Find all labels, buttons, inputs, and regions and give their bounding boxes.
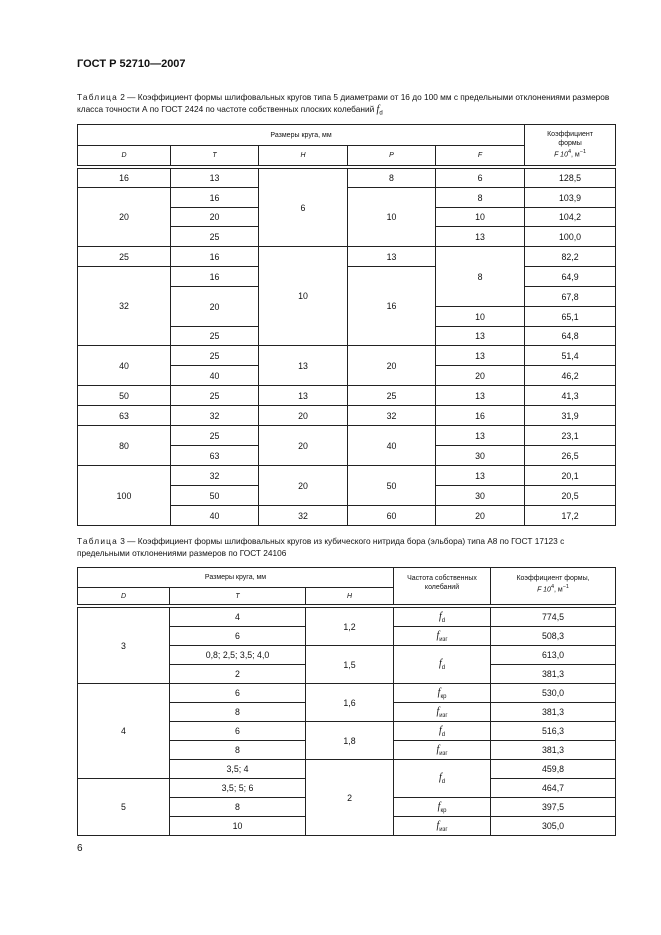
- table-cell: 8: [170, 741, 306, 760]
- table-cell: 459,8: [491, 760, 616, 779]
- table2-col-F: F: [436, 146, 525, 166]
- table-cell: 4: [170, 608, 306, 627]
- freq-sub: кр: [440, 693, 447, 700]
- freq-symbol: f: [438, 610, 442, 622]
- table2-group-header: Размеры круга, мм: [78, 125, 525, 146]
- table-cell: 17,2: [525, 506, 616, 526]
- table-cell: 32: [171, 406, 259, 426]
- table2-coef-unit: , м: [571, 151, 580, 159]
- table-cell: 16: [348, 267, 436, 346]
- table3-coef-exp: 4: [550, 584, 555, 590]
- table2-caption: [77, 91, 617, 120]
- freq-symbol: f: [436, 629, 440, 641]
- table-cell: 16: [171, 267, 259, 287]
- table-cell: 13: [348, 247, 436, 267]
- table-cell: 32: [78, 267, 171, 346]
- table-cell: 25: [171, 346, 259, 366]
- table3-col-H: H: [306, 588, 394, 605]
- table3-group-header: Размеры круга, мм: [78, 568, 394, 588]
- table3-coef-l1: Коэффициент формы,: [516, 575, 590, 582]
- table-cell: 64,8: [525, 327, 616, 346]
- table3: [77, 567, 616, 836]
- freq-symbol: f: [436, 743, 440, 755]
- table-cell: 20: [259, 466, 348, 506]
- table-cell: 20: [436, 366, 525, 386]
- table-cell: 6: [436, 169, 525, 188]
- freq-cell: [394, 703, 491, 722]
- table-cell: 25: [78, 247, 171, 267]
- table-cell: 100,0: [525, 227, 616, 247]
- table2-col-H: H: [259, 146, 348, 166]
- table-cell: 10: [259, 247, 348, 346]
- table-cell: 1,2: [306, 608, 394, 646]
- table-cell: 25: [171, 327, 259, 346]
- table2-col-T: T: [171, 146, 259, 166]
- table-cell: 305,0: [491, 817, 616, 836]
- table-cell: 20: [259, 426, 348, 466]
- table-cell: 32: [259, 506, 348, 526]
- table-cell: 464,7: [491, 779, 616, 798]
- table-cell: 3,5; 5; 6: [170, 779, 306, 798]
- table-cell: 8: [170, 798, 306, 817]
- table-cell: 104,2: [525, 208, 616, 227]
- freq-sub: d: [441, 778, 446, 785]
- table-cell: 1,8: [306, 722, 394, 760]
- table-cell: 20,5: [525, 486, 616, 506]
- table-cell: 128,5: [525, 169, 616, 188]
- freq-sub: изг: [439, 712, 448, 719]
- table-cell: 508,3: [491, 627, 616, 646]
- freq-symbol: f: [436, 819, 440, 831]
- table-cell: 32: [348, 406, 436, 426]
- table-cell: 50: [171, 486, 259, 506]
- table-cell: 2: [306, 760, 394, 836]
- table-cell: 32: [171, 466, 259, 486]
- page-number: 6: [77, 843, 83, 854]
- table-cell: 4: [78, 684, 170, 779]
- freq-cell: [394, 741, 491, 760]
- table3-coef-unit: , м: [554, 586, 563, 594]
- table-cell: 63: [78, 406, 171, 426]
- table-cell: 20: [171, 208, 259, 227]
- freq-sub: кр: [440, 807, 447, 814]
- table3-caption: [77, 535, 617, 559]
- table-cell: 50: [78, 386, 171, 406]
- table-cell: 40: [78, 346, 171, 386]
- table-cell: 25: [171, 227, 259, 247]
- table-cell: 13: [436, 346, 525, 366]
- table-cell: 381,3: [491, 703, 616, 722]
- table3-caption-word: Таблица: [77, 536, 118, 546]
- table-cell: 23,1: [525, 426, 616, 446]
- table2-coef-exp: 4: [567, 149, 572, 156]
- table-cell: 2: [170, 665, 306, 684]
- table-cell: 26,5: [525, 446, 616, 466]
- table-cell: 13: [171, 169, 259, 188]
- table-cell: 25: [171, 426, 259, 446]
- table-cell: 397,5: [491, 798, 616, 817]
- table-cell: 20: [171, 287, 259, 327]
- table-cell: 60: [348, 506, 436, 526]
- table-cell: 20: [348, 346, 436, 386]
- table-cell: 16: [171, 188, 259, 208]
- freq-symbol: f: [438, 772, 442, 784]
- freq-sub: изг: [439, 750, 448, 757]
- table-cell: 13: [436, 466, 525, 486]
- table2: [77, 124, 616, 526]
- freq-symbol: f: [438, 724, 442, 736]
- table-cell: 41,3: [525, 386, 616, 406]
- table-cell: 31,9: [525, 406, 616, 426]
- table-cell: 6: [170, 627, 306, 646]
- table-cell: 30: [436, 446, 525, 466]
- table-cell: 13: [436, 227, 525, 247]
- table-cell: 5: [78, 779, 170, 836]
- freq-cell: [394, 817, 491, 836]
- freq-sub: d: [441, 617, 446, 624]
- table-cell: 10: [436, 307, 525, 327]
- table2-caption-sub: d: [379, 110, 383, 117]
- freq-symbol: f: [438, 658, 442, 670]
- table3-coef-l2: F 10: [537, 586, 551, 594]
- table-cell: 13: [436, 426, 525, 446]
- table2-coef-unit-exp: −1: [579, 149, 587, 156]
- table-cell: 16: [78, 169, 171, 188]
- table2-caption-symbol: f: [376, 104, 380, 115]
- freq-sub: изг: [439, 636, 448, 643]
- freq-symbol: f: [437, 800, 441, 812]
- table-cell: 516,3: [491, 722, 616, 741]
- freq-cell: [394, 646, 491, 684]
- freq-cell: [394, 627, 491, 646]
- table-cell: 13: [259, 346, 348, 386]
- table-cell: 10: [348, 188, 436, 247]
- freq-cell: [394, 760, 491, 798]
- table-cell: 3,5; 4: [170, 760, 306, 779]
- table-cell: 381,3: [491, 741, 616, 760]
- table-cell: 16: [171, 247, 259, 267]
- table2-col-P: P: [348, 146, 436, 166]
- table-cell: 13: [436, 327, 525, 346]
- table3-coef-unit-exp: −1: [562, 584, 569, 590]
- table-cell: 20: [259, 406, 348, 426]
- table-cell: 100: [78, 466, 171, 526]
- table2-caption-text: 2 — Коэффициент формы шлифовальных кругов типа 5 диаметрами от 16 до 100 мм с предельными отклонениями размеров класса точности А по ГОСТ 2424 по частоте собственных плоских колебаний: [77, 92, 610, 114]
- table-cell: 10: [170, 817, 306, 836]
- freq-cell: [394, 722, 491, 741]
- table-cell: 25: [171, 386, 259, 406]
- table3-caption-text: 3 — Коэффициент формы шлифовальных кругов из кубического нитрида бора (эльбора) типа А8 по ГОСТ 17123 с предельными отклонениями размеров по ГОСТ 24106: [77, 536, 565, 558]
- table-cell: 3: [78, 608, 170, 684]
- table-cell: 50: [348, 466, 436, 506]
- table-cell: 80: [78, 426, 171, 466]
- table-cell: 10: [436, 208, 525, 227]
- table-cell: 64,9: [525, 267, 616, 287]
- table-cell: 774,5: [491, 608, 616, 627]
- table-cell: 20: [436, 506, 525, 526]
- freq-symbol: f: [436, 705, 440, 717]
- table-cell: 613,0: [491, 646, 616, 665]
- table-cell: 8: [436, 188, 525, 208]
- freq-cell: [394, 608, 491, 627]
- table3-freq-header: Частота собственных колебаний: [394, 568, 491, 605]
- freq-sub: d: [441, 731, 446, 738]
- table-cell: 51,4: [525, 346, 616, 366]
- table2-caption-word: Таблица: [77, 92, 118, 102]
- document-header: ГОСТ Р 52710—2007: [77, 58, 186, 70]
- table2-col-D: D: [78, 146, 171, 166]
- table-cell: 1,5: [306, 646, 394, 684]
- table-cell: 1,6: [306, 684, 394, 722]
- table3-col-D: D: [78, 588, 170, 605]
- table2-coef-l2: формы: [558, 140, 582, 148]
- table-cell: 13: [436, 386, 525, 406]
- table-cell: 40: [348, 426, 436, 466]
- freq-sub: d: [441, 664, 446, 671]
- table-cell: 63: [171, 446, 259, 466]
- table-cell: 530,0: [491, 684, 616, 703]
- table-cell: 30: [436, 486, 525, 506]
- table-cell: 6: [170, 684, 306, 703]
- table2-coef-l3: F 10: [554, 151, 568, 159]
- table-cell: 65,1: [525, 307, 616, 327]
- table-cell: 13: [259, 386, 348, 406]
- table-cell: 40: [171, 506, 259, 526]
- table-cell: 46,2: [525, 366, 616, 386]
- freq-cell: [394, 798, 491, 817]
- freq-sub: изг: [439, 826, 448, 833]
- table2-coef-header: [525, 125, 616, 166]
- table-cell: 16: [436, 406, 525, 426]
- table-cell: 8: [436, 247, 525, 307]
- table-cell: 381,3: [491, 665, 616, 684]
- table-cell: 20,1: [525, 466, 616, 486]
- freq-symbol: f: [437, 686, 441, 698]
- table-cell: 82,2: [525, 247, 616, 267]
- table-cell: 20: [78, 188, 171, 247]
- table-cell: 6: [259, 169, 348, 247]
- table-cell: 6: [170, 722, 306, 741]
- freq-cell: [394, 684, 491, 703]
- table-cell: 8: [348, 169, 436, 188]
- table-cell: 25: [348, 386, 436, 406]
- table-cell: 0,8; 2,5; 3,5; 4,0: [170, 646, 306, 665]
- table2-coef-l1: Коэффициент: [547, 131, 593, 139]
- table-cell: 40: [171, 366, 259, 386]
- table-cell: 67,8: [525, 287, 616, 307]
- table3-coef-header: [491, 568, 616, 605]
- table3-col-T: T: [170, 588, 306, 605]
- table-cell: 103,9: [525, 188, 616, 208]
- table-cell: 8: [170, 703, 306, 722]
